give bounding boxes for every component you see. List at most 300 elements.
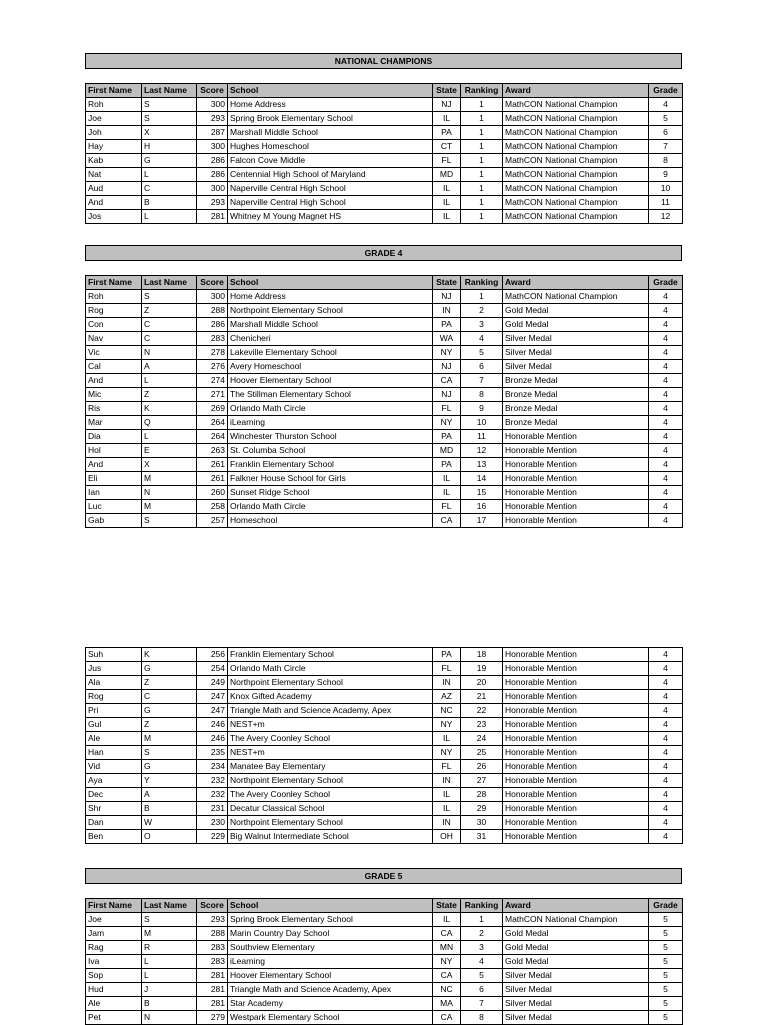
- cell-first-name: Mar: [86, 416, 142, 430]
- cell-score: 281: [197, 983, 228, 997]
- cell-score: 234: [197, 760, 228, 774]
- cell-score: 288: [197, 927, 228, 941]
- cell-school: Avery Homeschool: [228, 360, 433, 374]
- cell-first-name: Mic: [86, 388, 142, 402]
- cell-grade: 8: [649, 154, 683, 168]
- cell-last-name: X: [142, 126, 197, 140]
- cell-state: CA: [433, 927, 461, 941]
- cell-ranking: 6: [461, 360, 503, 374]
- cell-award: Gold Medal: [503, 304, 649, 318]
- cell-last-name: N: [142, 486, 197, 500]
- cell-grade: 5: [649, 927, 683, 941]
- cell-last-name: S: [142, 98, 197, 112]
- cell-last-name: O: [142, 830, 197, 844]
- cell-score: 263: [197, 444, 228, 458]
- cell-score: 293: [197, 112, 228, 126]
- cell-score: 254: [197, 662, 228, 676]
- section-grade-4: [85, 245, 682, 528]
- cell-last-name: C: [142, 318, 197, 332]
- cell-score: 286: [197, 154, 228, 168]
- cell-ranking: 11: [461, 430, 503, 444]
- cell-state: IL: [433, 472, 461, 486]
- table-row: [86, 774, 683, 788]
- table-row: [86, 690, 683, 704]
- cell-ranking: 1: [461, 913, 503, 927]
- cell-grade: 4: [649, 704, 683, 718]
- results-table: [85, 83, 683, 224]
- cell-ranking: 1: [461, 126, 503, 140]
- cell-ranking: 4: [461, 332, 503, 346]
- column-header-score: Score: [197, 899, 228, 913]
- cell-state: AZ: [433, 690, 461, 704]
- cell-state: NY: [433, 718, 461, 732]
- cell-state: NC: [433, 983, 461, 997]
- cell-ranking: 2: [461, 927, 503, 941]
- cell-score: 247: [197, 704, 228, 718]
- table-row: [86, 304, 683, 318]
- column-header-state: State: [433, 276, 461, 290]
- table-row: [86, 704, 683, 718]
- cell-score: 232: [197, 774, 228, 788]
- cell-last-name: E: [142, 444, 197, 458]
- cell-last-name: R: [142, 941, 197, 955]
- cell-grade: 4: [649, 746, 683, 760]
- cell-school: Homeschool: [228, 514, 433, 528]
- cell-first-name: Jus: [86, 662, 142, 676]
- cell-ranking: 21: [461, 690, 503, 704]
- column-header-grade: Grade: [649, 276, 683, 290]
- cell-ranking: 29: [461, 802, 503, 816]
- cell-award: MathCON National Champion: [503, 913, 649, 927]
- cell-first-name: Rag: [86, 941, 142, 955]
- table-row: [86, 98, 683, 112]
- cell-award: MathCON National Champion: [503, 140, 649, 154]
- cell-grade: 5: [649, 969, 683, 983]
- cell-first-name: Eli: [86, 472, 142, 486]
- cell-first-name: Nat: [86, 168, 142, 182]
- cell-score: 258: [197, 500, 228, 514]
- cell-school: Home Address: [228, 290, 433, 304]
- table-row: [86, 830, 683, 844]
- cell-award: Bronze Medal: [503, 402, 649, 416]
- cell-state: MN: [433, 941, 461, 955]
- cell-state: NJ: [433, 388, 461, 402]
- cell-ranking: 22: [461, 704, 503, 718]
- cell-award: Honorable Mention: [503, 704, 649, 718]
- cell-state: IL: [433, 802, 461, 816]
- table-row: [86, 318, 683, 332]
- cell-award: Honorable Mention: [503, 444, 649, 458]
- cell-last-name: C: [142, 690, 197, 704]
- cell-score: 300: [197, 98, 228, 112]
- column-header-school: School: [228, 899, 433, 913]
- cell-first-name: Roh: [86, 98, 142, 112]
- cell-ranking: 12: [461, 444, 503, 458]
- cell-school: NEST+m: [228, 746, 433, 760]
- cell-first-name: Aya: [86, 774, 142, 788]
- cell-school: Northpoint Elementary School: [228, 304, 433, 318]
- cell-award: Honorable Mention: [503, 430, 649, 444]
- cell-first-name: Roh: [86, 290, 142, 304]
- cell-ranking: 23: [461, 718, 503, 732]
- cell-state: PA: [433, 458, 461, 472]
- cell-last-name: M: [142, 732, 197, 746]
- cell-ranking: 25: [461, 746, 503, 760]
- column-header-score: Score: [197, 84, 228, 98]
- cell-ranking: 1: [461, 140, 503, 154]
- cell-school: Spring Brook Elementary School: [228, 112, 433, 126]
- cell-grade: 4: [649, 304, 683, 318]
- cell-school: Northpoint Elementary School: [228, 816, 433, 830]
- table-row: [86, 388, 683, 402]
- column-header-ranking: Ranking: [461, 899, 503, 913]
- cell-award: Silver Medal: [503, 983, 649, 997]
- table-row: [86, 290, 683, 304]
- cell-grade: 4: [649, 676, 683, 690]
- table-row: [86, 676, 683, 690]
- cell-ranking: 26: [461, 760, 503, 774]
- table-row: [86, 416, 683, 430]
- cell-grade: 6: [649, 126, 683, 140]
- cell-school: Knox Gifted Academy: [228, 690, 433, 704]
- cell-award: Honorable Mention: [503, 774, 649, 788]
- cell-first-name: Pet: [86, 1011, 142, 1025]
- cell-grade: 4: [649, 648, 683, 662]
- column-header-last-name: Last Name: [142, 899, 197, 913]
- cell-first-name: Jos: [86, 210, 142, 224]
- cell-award: Silver Medal: [503, 969, 649, 983]
- cell-first-name: Dec: [86, 788, 142, 802]
- cell-first-name: Vic: [86, 346, 142, 360]
- column-header-award: Award: [503, 276, 649, 290]
- cell-grade: 4: [649, 816, 683, 830]
- cell-state: FL: [433, 760, 461, 774]
- cell-state: IN: [433, 304, 461, 318]
- cell-first-name: Ale: [86, 732, 142, 746]
- cell-last-name: A: [142, 360, 197, 374]
- column-header-grade: Grade: [649, 899, 683, 913]
- table-row: [86, 112, 683, 126]
- results-table: [85, 647, 683, 844]
- cell-ranking: 17: [461, 514, 503, 528]
- cell-grade: 4: [649, 690, 683, 704]
- cell-first-name: Vid: [86, 760, 142, 774]
- cell-grade: 5: [649, 997, 683, 1011]
- cell-score: 246: [197, 732, 228, 746]
- cell-state: PA: [433, 430, 461, 444]
- cell-ranking: 31: [461, 830, 503, 844]
- cell-grade: 4: [649, 472, 683, 486]
- cell-last-name: Z: [142, 718, 197, 732]
- cell-award: Gold Medal: [503, 318, 649, 332]
- cell-ranking: 8: [461, 388, 503, 402]
- cell-ranking: 1: [461, 112, 503, 126]
- cell-grade: 4: [649, 830, 683, 844]
- cell-school: Manatee Bay Elementary: [228, 760, 433, 774]
- cell-grade: 4: [649, 458, 683, 472]
- table-row: [86, 927, 683, 941]
- cell-school: Spring Brook Elementary School: [228, 913, 433, 927]
- cell-grade: 4: [649, 774, 683, 788]
- cell-school: Franklin Elementary School: [228, 458, 433, 472]
- cell-first-name: Joh: [86, 126, 142, 140]
- cell-score: 293: [197, 913, 228, 927]
- cell-school: Marshall Middle School: [228, 318, 433, 332]
- cell-grade: 5: [649, 955, 683, 969]
- cell-score: 231: [197, 802, 228, 816]
- cell-score: 269: [197, 402, 228, 416]
- table-row: [86, 718, 683, 732]
- cell-grade: 4: [649, 318, 683, 332]
- cell-score: 260: [197, 486, 228, 500]
- cell-ranking: 1: [461, 182, 503, 196]
- table-row: [86, 126, 683, 140]
- cell-score: 256: [197, 648, 228, 662]
- cell-ranking: 1: [461, 196, 503, 210]
- cell-ranking: 19: [461, 662, 503, 676]
- results-table: [85, 898, 683, 1025]
- cell-award: Honorable Mention: [503, 760, 649, 774]
- cell-ranking: 28: [461, 788, 503, 802]
- cell-school: Home Address: [228, 98, 433, 112]
- table-header-row: [86, 84, 683, 98]
- table-row: [86, 816, 683, 830]
- cell-first-name: Rog: [86, 690, 142, 704]
- cell-last-name: L: [142, 430, 197, 444]
- cell-score: 286: [197, 168, 228, 182]
- cell-school: Orlando Math Circle: [228, 662, 433, 676]
- table-row: [86, 430, 683, 444]
- table-row: [86, 662, 683, 676]
- cell-school: Lakeville Elementary School: [228, 346, 433, 360]
- table-row: [86, 746, 683, 760]
- cell-score: 230: [197, 816, 228, 830]
- cell-score: 293: [197, 196, 228, 210]
- cell-score: 283: [197, 941, 228, 955]
- cell-state: NC: [433, 704, 461, 718]
- cell-state: NY: [433, 346, 461, 360]
- cell-grade: 4: [649, 360, 683, 374]
- table-row: [86, 1011, 683, 1025]
- table-row: [86, 913, 683, 927]
- cell-grade: 11: [649, 196, 683, 210]
- cell-last-name: S: [142, 290, 197, 304]
- table-row: [86, 500, 683, 514]
- cell-school: Big Walnut Intermediate School: [228, 830, 433, 844]
- cell-award: Honorable Mention: [503, 816, 649, 830]
- cell-last-name: Y: [142, 774, 197, 788]
- cell-award: Silver Medal: [503, 360, 649, 374]
- cell-ranking: 5: [461, 346, 503, 360]
- cell-first-name: Han: [86, 746, 142, 760]
- cell-first-name: Rog: [86, 304, 142, 318]
- cell-first-name: Con: [86, 318, 142, 332]
- table-row: [86, 182, 683, 196]
- cell-last-name: A: [142, 788, 197, 802]
- cell-last-name: Z: [142, 676, 197, 690]
- cell-state: MD: [433, 444, 461, 458]
- cell-grade: 5: [649, 1011, 683, 1025]
- cell-last-name: S: [142, 514, 197, 528]
- cell-score: 287: [197, 126, 228, 140]
- cell-award: Silver Medal: [503, 346, 649, 360]
- cell-score: 246: [197, 718, 228, 732]
- cell-award: Gold Medal: [503, 955, 649, 969]
- column-header-ranking: Ranking: [461, 276, 503, 290]
- table-row: [86, 360, 683, 374]
- cell-grade: 4: [649, 788, 683, 802]
- cell-school: NEST+m: [228, 718, 433, 732]
- cell-award: Honorable Mention: [503, 802, 649, 816]
- cell-school: Sunset Ridge School: [228, 486, 433, 500]
- cell-last-name: S: [142, 913, 197, 927]
- cell-ranking: 1: [461, 210, 503, 224]
- cell-award: Honorable Mention: [503, 514, 649, 528]
- cell-school: The Avery Coonley School: [228, 732, 433, 746]
- column-header-score: Score: [197, 276, 228, 290]
- cell-state: CT: [433, 140, 461, 154]
- cell-ranking: 1: [461, 98, 503, 112]
- cell-first-name: Joe: [86, 913, 142, 927]
- cell-award: Honorable Mention: [503, 718, 649, 732]
- cell-score: 300: [197, 140, 228, 154]
- results-table: [85, 275, 683, 528]
- cell-school: Winchester Thurston School: [228, 430, 433, 444]
- table-row: [86, 472, 683, 486]
- cell-award: Honorable Mention: [503, 746, 649, 760]
- cell-school: Falkner House School for Girls: [228, 472, 433, 486]
- cell-first-name: Cal: [86, 360, 142, 374]
- table-header-row: [86, 276, 683, 290]
- section-title: GRADE 5: [85, 868, 682, 884]
- cell-score: 229: [197, 830, 228, 844]
- cell-grade: 4: [649, 486, 683, 500]
- cell-school: Northpoint Elementary School: [228, 676, 433, 690]
- cell-ranking: 9: [461, 402, 503, 416]
- cell-score: 276: [197, 360, 228, 374]
- table-row: [86, 140, 683, 154]
- cell-state: NY: [433, 746, 461, 760]
- cell-ranking: 14: [461, 472, 503, 486]
- cell-award: MathCON National Champion: [503, 126, 649, 140]
- cell-first-name: And: [86, 458, 142, 472]
- cell-school: Centennial High School of Maryland: [228, 168, 433, 182]
- cell-grade: 4: [649, 718, 683, 732]
- cell-score: 264: [197, 430, 228, 444]
- cell-first-name: Ale: [86, 997, 142, 1011]
- cell-first-name: Ben: [86, 830, 142, 844]
- cell-school: Orlando Math Circle: [228, 402, 433, 416]
- cell-first-name: Nav: [86, 332, 142, 346]
- cell-first-name: Jam: [86, 927, 142, 941]
- cell-award: MathCON National Champion: [503, 196, 649, 210]
- cell-award: Bronze Medal: [503, 416, 649, 430]
- cell-last-name: M: [142, 500, 197, 514]
- cell-score: 247: [197, 690, 228, 704]
- cell-grade: 4: [649, 760, 683, 774]
- cell-last-name: G: [142, 760, 197, 774]
- cell-first-name: Suh: [86, 648, 142, 662]
- cell-score: 281: [197, 210, 228, 224]
- cell-ranking: 8: [461, 1011, 503, 1025]
- cell-grade: 10: [649, 182, 683, 196]
- cell-score: 288: [197, 304, 228, 318]
- cell-grade: 4: [649, 444, 683, 458]
- cell-award: MathCON National Champion: [503, 182, 649, 196]
- cell-school: Chenicheri: [228, 332, 433, 346]
- column-header-last-name: Last Name: [142, 276, 197, 290]
- cell-school: Orlando Math Circle: [228, 500, 433, 514]
- cell-award: Gold Medal: [503, 941, 649, 955]
- cell-ranking: 5: [461, 969, 503, 983]
- cell-ranking: 30: [461, 816, 503, 830]
- cell-award: Silver Medal: [503, 997, 649, 1011]
- table-row: [86, 732, 683, 746]
- cell-first-name: Iva: [86, 955, 142, 969]
- cell-first-name: Dia: [86, 430, 142, 444]
- cell-school: Hoover Elementary School: [228, 969, 433, 983]
- cell-state: CA: [433, 374, 461, 388]
- column-header-first-name: First Name: [86, 276, 142, 290]
- cell-grade: 4: [649, 290, 683, 304]
- cell-grade: 4: [649, 98, 683, 112]
- cell-state: FL: [433, 500, 461, 514]
- cell-state: PA: [433, 648, 461, 662]
- cell-first-name: Ian: [86, 486, 142, 500]
- table-header-row: [86, 899, 683, 913]
- cell-grade: 4: [649, 514, 683, 528]
- cell-score: 281: [197, 997, 228, 1011]
- cell-last-name: W: [142, 816, 197, 830]
- cell-last-name: L: [142, 210, 197, 224]
- cell-last-name: Z: [142, 304, 197, 318]
- cell-award: MathCON National Champion: [503, 168, 649, 182]
- column-header-first-name: First Name: [86, 899, 142, 913]
- cell-ranking: 1: [461, 168, 503, 182]
- cell-score: 264: [197, 416, 228, 430]
- cell-score: 283: [197, 332, 228, 346]
- table-row: [86, 444, 683, 458]
- cell-grade: 4: [649, 416, 683, 430]
- table-row: [86, 941, 683, 955]
- cell-school: Triangle Math and Science Academy, Apex: [228, 983, 433, 997]
- cell-ranking: 4: [461, 955, 503, 969]
- column-header-school: School: [228, 84, 433, 98]
- cell-last-name: L: [142, 955, 197, 969]
- cell-state: NJ: [433, 360, 461, 374]
- cell-award: Honorable Mention: [503, 472, 649, 486]
- cell-score: 271: [197, 388, 228, 402]
- cell-first-name: Luc: [86, 500, 142, 514]
- column-header-award: Award: [503, 899, 649, 913]
- cell-last-name: L: [142, 168, 197, 182]
- cell-first-name: And: [86, 196, 142, 210]
- cell-school: iLearning: [228, 955, 433, 969]
- cell-award: MathCON National Champion: [503, 98, 649, 112]
- cell-score: 279: [197, 1011, 228, 1025]
- cell-state: IL: [433, 196, 461, 210]
- cell-grade: 5: [649, 941, 683, 955]
- cell-grade: 9: [649, 168, 683, 182]
- cell-grade: 4: [649, 662, 683, 676]
- section-grade-5: [85, 868, 682, 1025]
- cell-last-name: L: [142, 374, 197, 388]
- cell-school: Falcon Cove Middle: [228, 154, 433, 168]
- cell-score: 261: [197, 472, 228, 486]
- cell-ranking: 7: [461, 997, 503, 1011]
- cell-last-name: B: [142, 802, 197, 816]
- cell-school: The Avery Coonley School: [228, 788, 433, 802]
